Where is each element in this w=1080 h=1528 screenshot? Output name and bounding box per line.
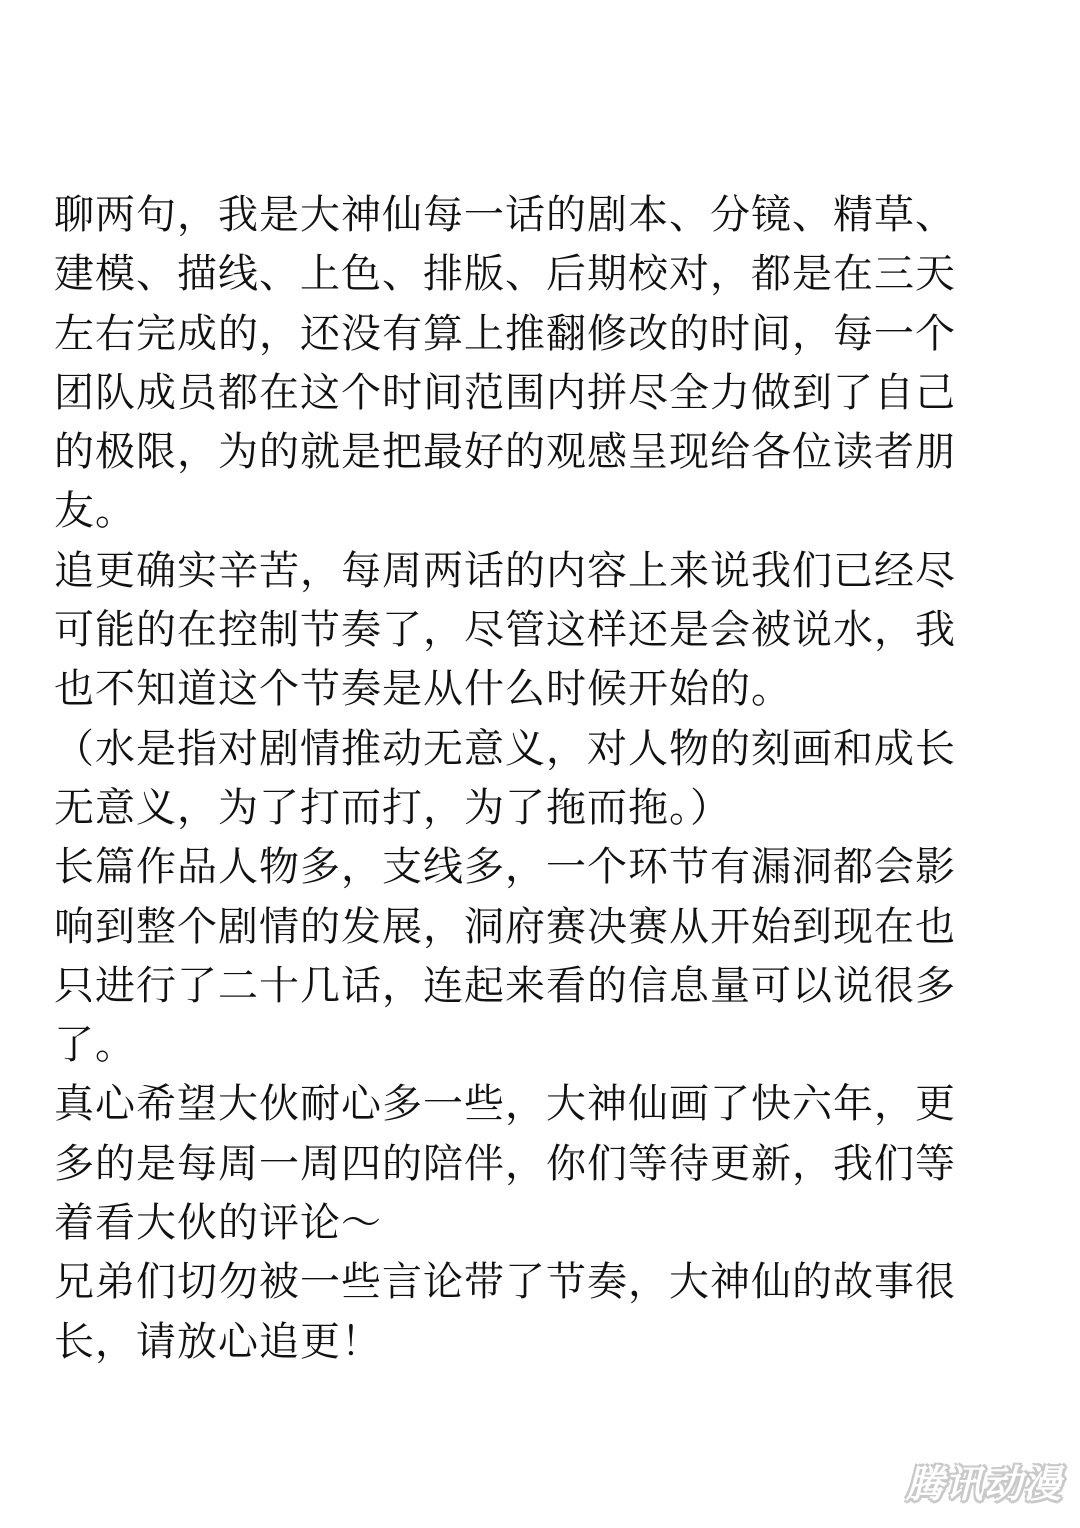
watermark-text: 腾讯动漫	[905, 1461, 1062, 1506]
text-line: 建模、描线、上色、排版、后期校对，都是在三天	[54, 251, 956, 298]
text-line: 着看大伙的评论～	[54, 1200, 382, 1247]
paragraph-2	[54, 542, 1054, 720]
text-line: 真心希望大伙耐心多一些，大神仙画了快六年，更	[54, 1081, 956, 1128]
text-line: 也不知道这个节奏是从什么时候开始的。	[54, 666, 792, 713]
paragraph-3	[54, 720, 1054, 839]
text-line: 多的是每周一周四的陪伴，你们等待更新，我们等	[54, 1140, 956, 1187]
text-line: 长，请放心追更！	[54, 1318, 382, 1365]
text-line: 可能的在控制节奏了，尽管这样还是会被说水，我	[54, 607, 956, 654]
text-line: 聊两句，我是大神仙每一话的剧本、分镜、精草、	[54, 192, 956, 238]
text-line: （水是指对剧情推动无意义，对人物的刻画和成长	[54, 725, 956, 772]
paragraph-5	[54, 1075, 1054, 1253]
text-line: 追更确实辛苦，每周两话的内容上来说我们已经尽	[54, 547, 956, 594]
text-line: 左右完成的，还没有算上推翻修改的时间，每一个	[54, 310, 956, 357]
text-line: 响到整个剧情的发展，洞府赛决赛从开始到现在也	[54, 903, 956, 950]
watermark-logo	[904, 1452, 1064, 1508]
text-line: 无意义，为了打而打，为了拖而拖。）	[54, 784, 731, 831]
text-line: 的极限，为的就是把最好的观感呈现给各位读者朋	[54, 429, 956, 476]
author-note	[54, 186, 1054, 1372]
text-line: 团队成员都在这个时间范围内拼尽全力做到了自己	[54, 369, 956, 416]
text-line: 了。	[54, 1022, 136, 1069]
text-line: 只进行了二十几话，连起来看的信息量可以说很多	[54, 962, 956, 1009]
text-line: 兄弟们切勿被一些言论带了节奏，大神仙的故事很	[54, 1259, 956, 1306]
text-line: 友。	[54, 488, 136, 535]
paragraph-6	[54, 1253, 1054, 1372]
text-line: 长篇作品人物多，支线多，一个环节有漏洞都会影	[54, 844, 956, 891]
paragraph-1	[54, 186, 1054, 542]
paragraph-4	[54, 838, 1054, 1075]
